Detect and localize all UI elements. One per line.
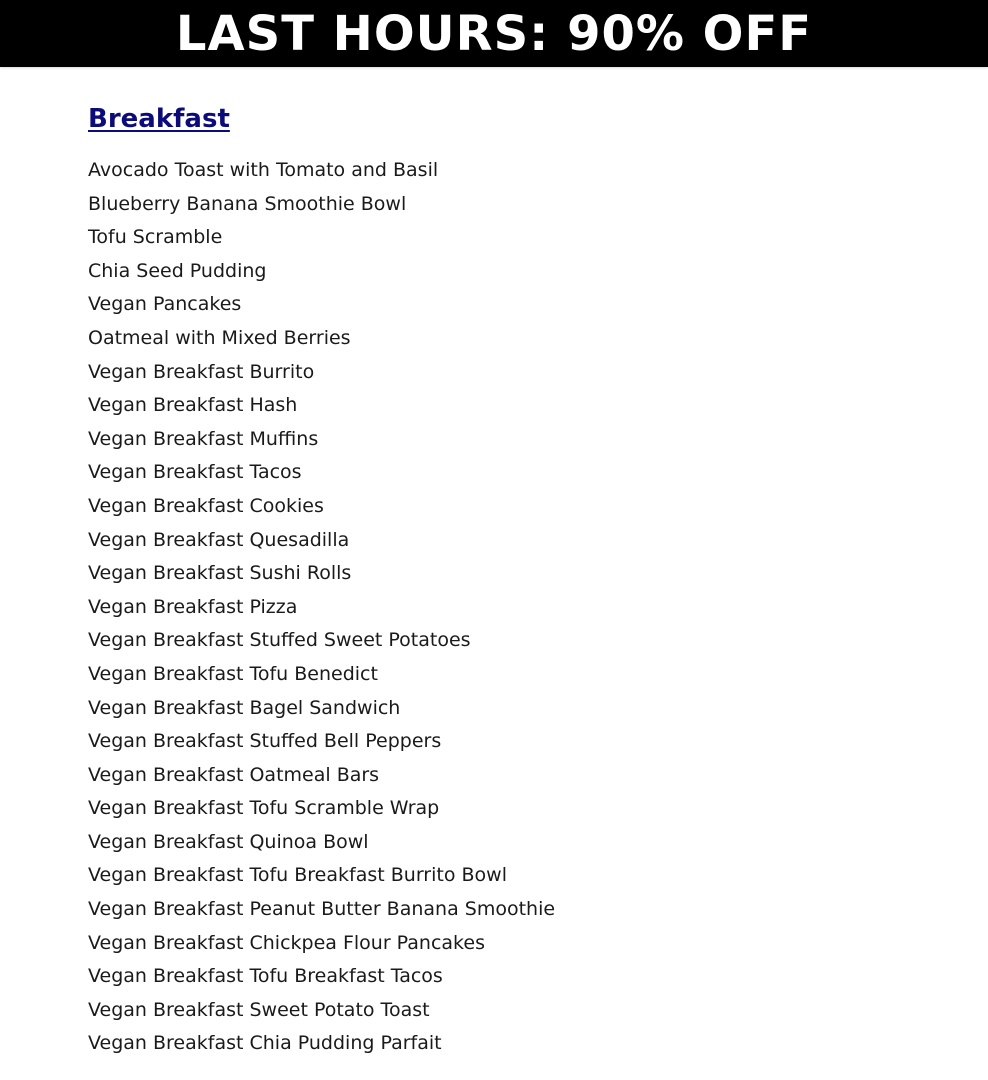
list-item: Vegan Breakfast Tofu Scramble Wrap (88, 797, 440, 820)
list-item: Vegan Breakfast Pizza (88, 595, 298, 618)
promo-banner-text: LAST HOURS: 90% OFF (175, 5, 813, 62)
list-item: Avocado Toast with Tomato and Basil (88, 159, 439, 181)
list-item: Blueberry Banana Smoothie Bowl (88, 192, 407, 215)
list-item: Vegan Breakfast Tofu Benedict (88, 662, 378, 685)
list-item: Vegan Breakfast Bagel Sandwich (88, 696, 401, 719)
list-item: Vegan Breakfast Peanut Butter Banana Smoothie (88, 898, 556, 921)
list-item: Vegan Breakfast Cookies (88, 494, 324, 517)
list-item: Vegan Breakfast Tofu Breakfast Tacos (88, 965, 443, 988)
list-item: Vegan Breakfast Sushi Rolls (88, 562, 352, 585)
list-item: Vegan Breakfast Stuffed Sweet Potatoes (88, 629, 471, 652)
list-item: Chia Seed Pudding (88, 259, 267, 282)
list-item: Oatmeal with Mixed Berries (88, 326, 351, 349)
list-item: Vegan Pancakes (88, 293, 242, 316)
list-item: Vegan Breakfast Chia Pudding Parfait (88, 1032, 442, 1055)
list-item: Vegan Breakfast Quesadilla (88, 528, 350, 551)
list-item: Vegan Breakfast Burrito (88, 360, 315, 383)
list-item: Vegan Breakfast Hash (88, 394, 298, 417)
promo-banner (0, 0, 988, 67)
list-item: Vegan Breakfast Tacos (88, 461, 302, 484)
menu-section (88, 100, 948, 1061)
list-item: Vegan Breakfast Stuffed Bell Peppers (88, 730, 442, 753)
list-item: Vegan Breakfast Muffins (88, 427, 319, 450)
list-item: Tofu Scramble (88, 226, 223, 249)
section-title-link[interactable]: Breakfast (88, 104, 230, 134)
list-item: Vegan Breakfast Tofu Breakfast Burrito Bowl (88, 864, 507, 887)
list-item: Vegan Breakfast Chickpea Flour Pancakes (88, 931, 485, 954)
list-item: Vegan Breakfast Sweet Potato Toast (88, 998, 430, 1021)
menu-list (88, 154, 948, 1061)
list-item: Vegan Breakfast Oatmeal Bars (88, 763, 380, 786)
list-item: Vegan Breakfast Quinoa Bowl (88, 830, 369, 853)
